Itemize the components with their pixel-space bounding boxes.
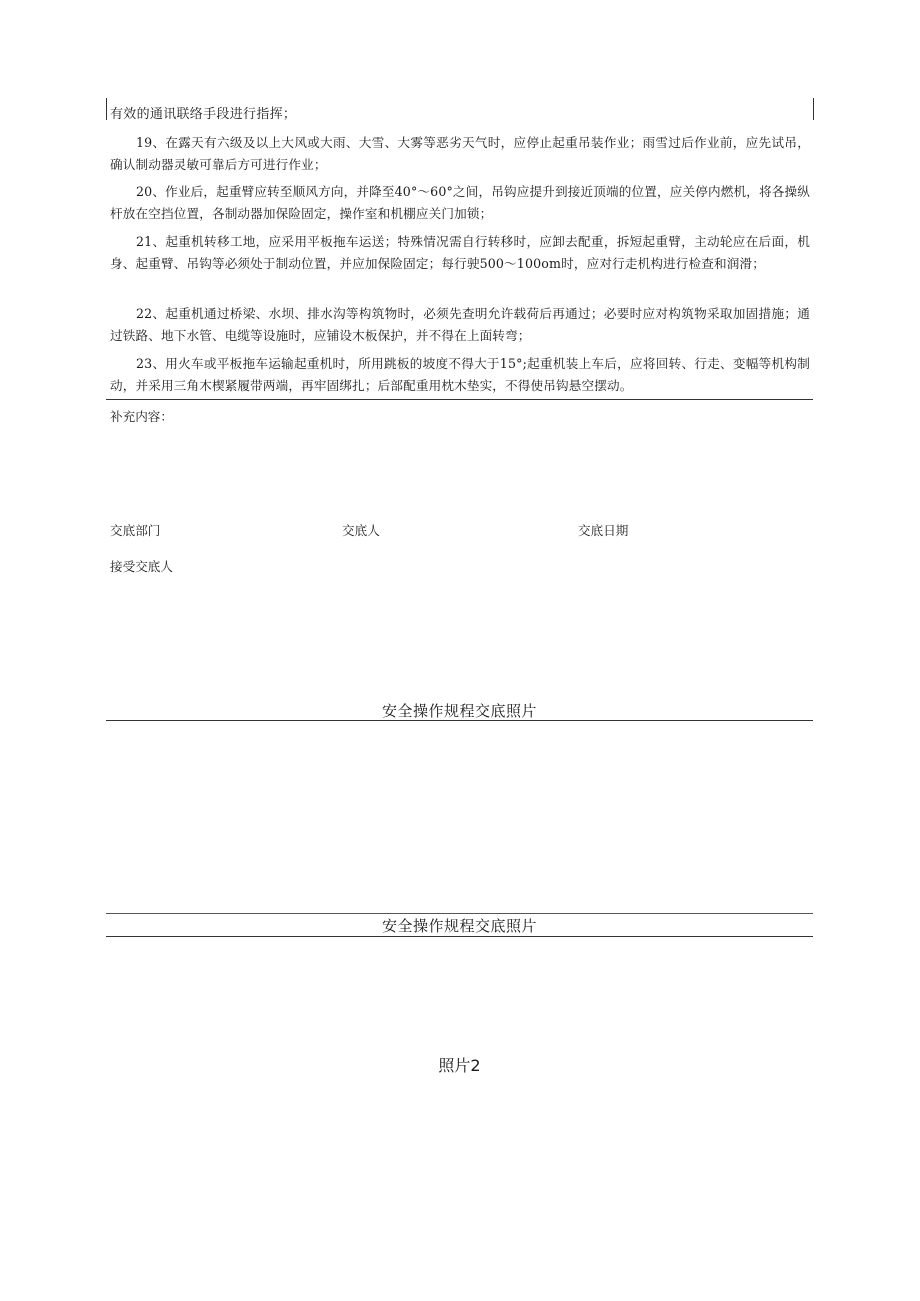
handover-department-label: 交底部门 <box>110 523 161 538</box>
photo-section-title: 安全操作规程交底照片 <box>381 702 537 720</box>
photo-2-label: 照片2 <box>438 1056 481 1075</box>
handover-person-label: 交底人 <box>342 523 380 538</box>
intro-line: 有效的通讯联络手段进行指挥； <box>110 107 297 122</box>
rule-20: 20、作业后，起重臂应转至顺风方向，并降至40°～60°之间，吊钩应提升到接近顶端的位置，应关停内燃机，将各操纵杆放在空挡位置，各制动器加保险固定，操作室和机棚应关门加锁； <box>110 184 810 221</box>
rule-21: 21、起重机转移工地，应采用平板拖车运送；特殊情况需自行转移时，应卸去配重，拆短起重臂，主动轮应在后面，机身、起重臂、吊钩等必须处于制动位置，并应加保险固定；每行驶500～100om时，应对行走机构进行检查和润滑； <box>110 234 810 271</box>
receiver-label: 接受交底人 <box>110 559 173 574</box>
handover-date-label: 交底日期 <box>578 523 629 538</box>
rule-19: 19、在露天有六级及以上大风或大雨、大雪、大雾等恶劣天气时，应停止起重吊装作业；雨雪过后作业前，应先试吊，确认制动器灵敏可靠后方可进行作业； <box>110 135 810 172</box>
photo-section-title-2: 安全操作规程交底照片 <box>381 917 537 935</box>
photo-section-rule-top <box>106 913 813 914</box>
section-divider <box>106 399 813 400</box>
supplement-label: 补充内容： <box>110 409 173 424</box>
rule-22: 22、起重机通过桥梁、水坝、排水沟等构筑物时，必须先查明允许载荷后再通过；必要时应对构筑物采取加固措施；通过铁路、地下水管、电缆等设施时，应铺设木板保护，并不得在上面转弯； <box>110 306 810 343</box>
photo-section-rule-bottom <box>106 936 813 937</box>
rule-23: 23、用火车或平板拖车运输起重机时，所用跳板的坡度不得大于15°;起重机装上车后，应将回转、行走、变幅等机构制动，并采用三角木楔紧履带两端，再牢固绑扎；后部配重用枕木垫实，不得使吊钩悬空摆动。 <box>110 356 810 393</box>
photo-section-rule <box>106 720 813 721</box>
